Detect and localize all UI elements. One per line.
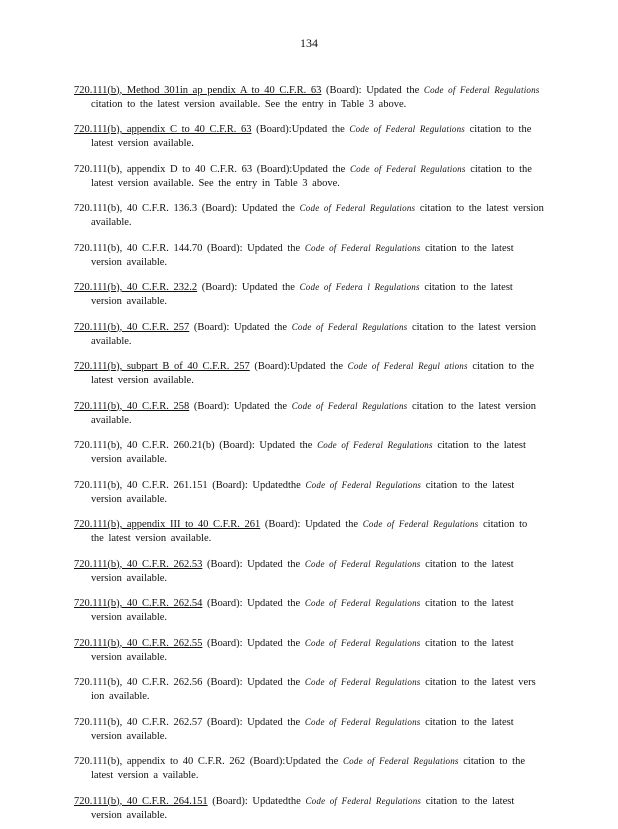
- update-text: (Board):Updated the: [251, 124, 350, 135]
- code-of-federal-regulations-title: Code of Federal Regulations: [304, 637, 421, 648]
- citation-entry: [74, 359, 544, 388]
- citation-entry: [74, 438, 544, 467]
- code-of-federal-regulations-title: Code of Federal Regulations: [291, 400, 408, 411]
- update-text: (Board): Updated the: [202, 716, 305, 728]
- citation-entry: [74, 83, 544, 112]
- citation-note: citation to the latest version available.: [91, 321, 537, 347]
- code-of-federal-regulations-title: Code of Federal Regulations: [304, 677, 421, 687]
- update-text: (Board):Updated the: [249, 361, 348, 372]
- page-number: 134: [300, 36, 318, 50]
- citation-reference: 720.111(b), subpart B of 40 C.F.R. 257: [74, 361, 250, 372]
- update-text: (Board):Updated the: [245, 756, 343, 767]
- citation-note: citation to the latest version available. See the entry in Table 3 above.: [91, 98, 407, 110]
- code-of-federal-regulations-title: Code of Federal Regulations: [304, 558, 421, 569]
- citation-entry: [74, 675, 544, 704]
- update-text: (Board): Updated the: [197, 203, 300, 214]
- citation-note: citation to the latest version a vailable.: [91, 756, 525, 781]
- code-of-federal-regulations-title: Code of Federal Regulations: [305, 479, 422, 490]
- citation-reference: 720.111(b), 40 C.F.R. 260.21(b): [74, 440, 215, 451]
- citation-reference: 720.111(b), 40 C.F.R. 262.53: [74, 558, 203, 570]
- citation-note: citation to the latest version available.: [91, 242, 514, 268]
- citation-note: citation to the latest version available.: [91, 479, 515, 505]
- citation-entry: [74, 636, 544, 665]
- citation-note: citation to the latest version available.: [91, 637, 514, 663]
- code-of-federal-regulations-title: Code of Federal Regulations: [349, 163, 466, 174]
- citation-reference: 720.111(b), appendix C to 40 C.F.R. 63: [74, 124, 252, 135]
- citation-entry: [74, 201, 544, 230]
- citation-entry: [74, 517, 544, 546]
- code-of-federal-regulations-title: Code of Federa l Regulations: [299, 282, 420, 292]
- citation-note: citation to the latest version available.: [91, 598, 514, 623]
- citation-note: citation to the latest version available.: [91, 282, 513, 307]
- citation-list: [74, 72, 544, 829]
- update-text: (Board): Updated the: [189, 321, 292, 333]
- citation-entry: [74, 715, 544, 744]
- code-of-federal-regulations-title: Code of Federal Regulations: [423, 84, 540, 95]
- citation-reference: 720.111(b), 40 C.F.R. 262.57: [74, 716, 203, 728]
- citation-reference: 720.111(b), Method 301in ap pendix A to 40 C.F.R. 63: [74, 84, 322, 96]
- citation-note: citation to the latest version available.: [91, 795, 515, 821]
- code-of-federal-regulations-title: Code of Federal Regulations: [362, 519, 479, 529]
- citation-reference: 720.111(b), 40 C.F.R. 262.54: [74, 598, 203, 609]
- code-of-federal-regulations-title: Code of Federal Regulations: [304, 598, 421, 608]
- code-of-federal-regulations-title: Code of Federal Regulations: [291, 321, 408, 332]
- citation-reference: 720.111(b), 40 C.F.R. 262.56: [74, 677, 203, 688]
- update-text: (Board): Updated the: [260, 519, 363, 530]
- update-text: (Board): Updated the: [214, 440, 318, 451]
- citation-entry: [74, 557, 544, 586]
- update-text: (Board): Updated the: [202, 637, 305, 649]
- citation-note: citation to the latest version available.: [91, 519, 528, 544]
- citation-reference: 720.111(b), appendix D to 40 C.F.R. 63: [74, 163, 253, 175]
- code-of-federal-regulations-title: Code of Federal Regulations: [342, 756, 459, 766]
- citation-reference: 720.111(b), 40 C.F.R. 257: [74, 321, 190, 333]
- citation-reference: 720.111(b), 40 C.F.R. 264.151: [74, 795, 208, 807]
- citation-reference: 720.111(b), 40 C.F.R. 136.3: [74, 203, 198, 214]
- citation-note: citation to the latest version available.: [91, 361, 535, 386]
- citation-entry: [74, 754, 544, 783]
- update-text: (Board):Updated the: [252, 163, 350, 175]
- update-text: (Board): Updated the: [321, 84, 424, 96]
- citation-note: citation to the latest vers ion available.: [91, 677, 536, 702]
- citation-reference: 720.111(b), appendix III to 40 C.F.R. 261: [74, 519, 261, 530]
- citation-reference: 720.111(b), 40 C.F.R. 262.55: [74, 637, 203, 649]
- citation-note: citation to the latest version available.: [91, 203, 544, 228]
- citation-reference: 720.111(b), 40 C.F.R. 261.151: [74, 479, 208, 491]
- update-text: (Board): Updatedthe: [207, 479, 306, 491]
- citation-note: citation to the latest version available.: [91, 558, 514, 584]
- citation-entry: [74, 241, 544, 270]
- citation-entry: [74, 162, 544, 191]
- citation-note: citation to the latest version available.: [91, 400, 537, 426]
- citation-entry: [74, 399, 544, 428]
- citation-reference: 720.111(b), 40 C.F.R. 232.2: [74, 282, 198, 293]
- code-of-federal-regulations-title: Code of Federal Regulations: [304, 716, 421, 727]
- update-text: (Board): Updated the: [202, 558, 305, 570]
- update-text: (Board): Updated the: [202, 242, 305, 254]
- citation-entry: [74, 596, 544, 625]
- citation-note: citation to the latest version available. See the entry in Table 3 above.: [91, 163, 532, 189]
- code-of-federal-regulations-title: Code of Federal Regul ations: [347, 361, 468, 371]
- code-of-federal-regulations-title: Code of Federal Regulations: [305, 795, 422, 806]
- update-text: (Board): Updated the: [202, 598, 305, 609]
- citation-note: citation to the latest version available.: [91, 716, 514, 742]
- update-text: (Board): Updatedthe: [207, 795, 306, 807]
- citation-entry: [74, 280, 544, 309]
- update-text: (Board): Updated the: [202, 677, 305, 688]
- citation-note: citation to the latest version available.: [91, 440, 526, 465]
- update-text: (Board): Updated the: [197, 282, 300, 293]
- code-of-federal-regulations-title: Code of Federal Regulations: [349, 124, 466, 134]
- citation-reference: 720.111(b), appendix to 40 C.F.R. 262: [74, 756, 246, 767]
- citation-entry: [74, 794, 544, 823]
- citation-entry: [74, 320, 544, 349]
- citation-entry: [74, 478, 544, 507]
- code-of-federal-regulations-title: Code of Federal Regulations: [299, 203, 416, 213]
- update-text: (Board): Updated the: [189, 400, 292, 412]
- code-of-federal-regulations-title: Code of Federal Regulations: [317, 440, 433, 450]
- code-of-federal-regulations-title: Code of Federal Regulations: [304, 242, 421, 253]
- citation-entry: [74, 122, 544, 151]
- citation-reference: 720.111(b), 40 C.F.R. 258: [74, 400, 190, 412]
- citation-note: citation to the latest version available.: [91, 124, 532, 149]
- citation-reference: 720.111(b), 40 C.F.R. 144.70: [74, 242, 203, 254]
